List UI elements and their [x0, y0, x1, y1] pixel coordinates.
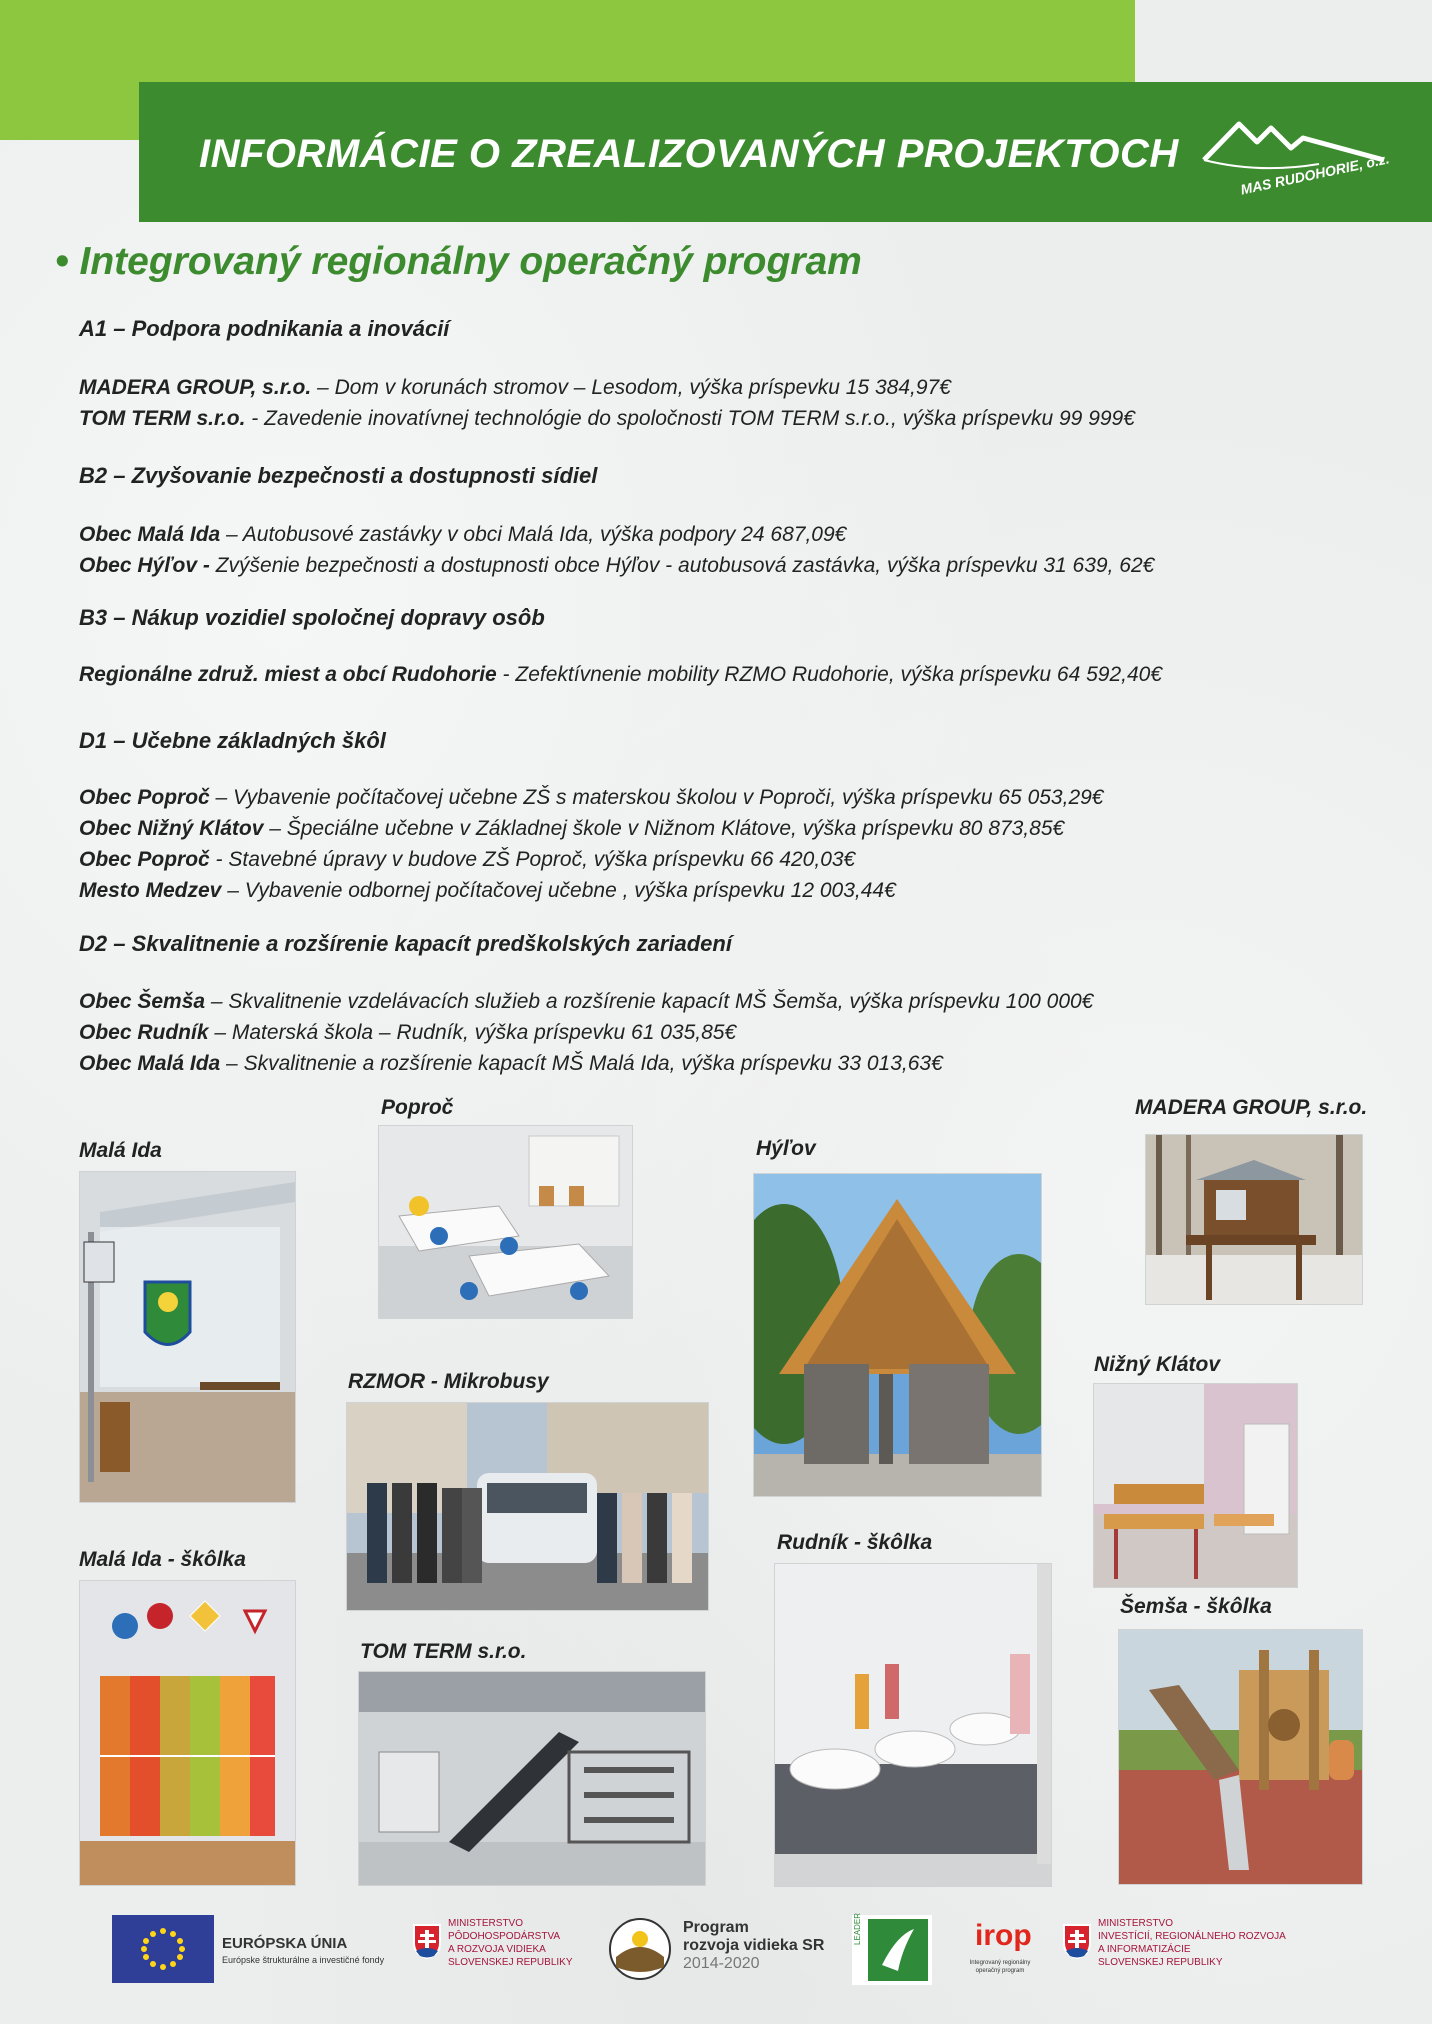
irop-sub-line: operačný program: [975, 1968, 1025, 1974]
project-org: Obec Malá Ida: [79, 523, 221, 546]
project-desc: - Stavebné úpravy v budove ZŠ Poproč, výška príspevku 66 420,03€: [209, 848, 856, 871]
project-item: [79, 554, 1154, 578]
project-org: Obec Malá Ida: [79, 1052, 221, 1075]
project-org: Obec Poproč: [79, 848, 210, 871]
left-accent-bar: [0, 82, 140, 140]
project-item: [79, 1052, 943, 1076]
photo-technology-hall: [358, 1671, 706, 1886]
project-org: TOM TERM s.r.o.: [79, 407, 246, 430]
photo-caption: Rudník - škôlka: [777, 1531, 933, 1554]
section-heading: B2 – Zvyšovanie bezpečnosti a dostupnosti sídiel: [79, 463, 598, 488]
section-heading: D1 – Učebne základných škôl: [79, 728, 386, 753]
rural-development-logo-icon: [608, 1917, 672, 1981]
ministry2-logo-text: [1098, 1917, 1286, 1969]
ministry2-line: INVESTÍCIÍ, REGIONÁLNEHO ROZVOJA: [1098, 1931, 1286, 1942]
project-item: [79, 817, 1064, 841]
project-org: Obec Šemša: [79, 990, 206, 1013]
prv-line: 2014-2020: [683, 1955, 760, 1972]
ministry1-logo-text: [448, 1917, 573, 1969]
photo-caption: Hýľov: [756, 1137, 816, 1160]
photo-caption: RZMOR - Mikrobusy: [348, 1370, 549, 1393]
project-item: [79, 848, 855, 872]
project-desc: – Autobusové zastávky v obci Malá Ida, výška podpory 24 687,09€: [220, 523, 847, 546]
logo-text: MAS RUDOHORIE, o.z.: [1238, 150, 1391, 198]
section-heading: A1 – Podpora podnikania a inovácií: [79, 316, 450, 341]
header-band: [139, 82, 1432, 222]
section-heading: B3 – Nákup vozidiel spoločnej dopravy osôb: [79, 605, 545, 630]
irop-subtitle: [960, 1959, 1040, 1975]
photo-caption: Malá Ida - škôlka: [79, 1548, 246, 1571]
project-item: [79, 407, 1135, 431]
project-desc: - Zefektívnenie mobility RZMO Rudohorie, výška príspevku 64 592,40€: [496, 663, 1163, 686]
ministry2-line: A INFORMATIZÁCIE: [1098, 1944, 1191, 1955]
ministry1-line: SLOVENSKEJ REPUBLIKY: [448, 1957, 573, 1968]
project-desc: – Vybavenie počítačovej učebne ZŠ s materskou školou v Poproči, výška príspevku 65 053,29€: [209, 786, 1104, 809]
project-desc: – Dom v korunách stromov – Lesodom, výška príspevku 15 384,97€: [311, 376, 951, 399]
eu-flag-icon: [112, 1915, 214, 1983]
bullet: •: [55, 240, 69, 283]
project-desc: - Zavedenie inovatívnej technológie do spoločnosti TOM TERM s.r.o., výška príspevku 99 999€: [245, 407, 1135, 430]
photo-caption: Poproč: [381, 1096, 454, 1119]
photo-bus-shelter: [753, 1173, 1042, 1497]
project-desc: – Špeciálne učebne v Základnej škole v Nižnom Klátove, výška príspevku 80 873,85€: [263, 817, 1065, 840]
ministry1-line: MINISTERSTVO: [448, 1918, 524, 1929]
photo-kindergarten-lockers: [79, 1580, 296, 1886]
photo-classroom: [378, 1125, 633, 1319]
project-org: Obec Hýľov -: [79, 554, 210, 577]
eu-subtitle: Európske štrukturálne a investičné fondy: [222, 1955, 385, 1965]
page-title: INFORMÁCIE O ZREALIZOVANÝCH PROJEKTOCH: [199, 132, 1179, 176]
project-item: [79, 990, 1093, 1014]
project-desc: – Vybavenie odbornej počítačovej učebne , výška príspevku 12 003,44€: [221, 879, 896, 902]
irop-logo: irop: [975, 1919, 1032, 1952]
ministry2-line: SLOVENSKEJ REPUBLIKY: [1098, 1957, 1223, 1968]
program-title: Integrovaný regionálny operačný program: [79, 240, 862, 283]
photo-playground: [1118, 1629, 1363, 1885]
project-org: MADERA GROUP, s.r.o.: [79, 376, 312, 399]
top-accent-bar: [0, 0, 1135, 82]
program-heading: [55, 240, 862, 284]
project-org: Regionálne združ. miest a obcí Rudohorie: [79, 663, 497, 686]
leader-text: LEADER: [853, 1912, 862, 1945]
slovak-crest-icon: [412, 1923, 442, 1959]
photo-minibus-group: [346, 1402, 709, 1611]
photo-caption: Malá Ida: [79, 1139, 162, 1162]
leader-logo-icon: [852, 1912, 932, 1985]
ministry1-line: PÔDOHOSPODÁRSTVA: [448, 1931, 561, 1942]
project-desc: Zvýšenie bezpečnosti a dostupnosti obce Hýľov - autobusová zastávka, výška príspevku 31 639, 62€: [209, 554, 1155, 577]
photo-treehouse: [1145, 1134, 1363, 1305]
photo-caption: Nižný Klátov: [1094, 1353, 1221, 1376]
project-item: [79, 1021, 736, 1045]
eu-title: EURÓPSKA ÚNIA: [222, 1935, 348, 1952]
ministry1-line: A ROZVOJA VIDIEKA: [448, 1944, 546, 1955]
project-org: Obec Poproč: [79, 786, 210, 809]
photo-bathroom-sinks: [774, 1563, 1052, 1887]
prv-line: rozvoja vidieka SR: [683, 1937, 825, 1954]
prv-logo-text: [683, 1919, 824, 1973]
project-org: Obec Rudník: [79, 1021, 209, 1044]
prv-line: Program: [683, 1919, 749, 1936]
slovak-crest-icon: [1062, 1923, 1092, 1959]
project-item: [79, 376, 951, 400]
project-item: [79, 786, 1104, 810]
project-org: Obec Nižný Klátov: [79, 817, 264, 840]
ministry2-line: MINISTERSTVO: [1098, 1918, 1174, 1929]
photo-caption: Šemša - škôlka: [1120, 1595, 1272, 1618]
project-item: [79, 879, 896, 903]
footer-logos: [0, 1905, 1432, 1995]
photo-caption: MADERA GROUP, s.r.o.: [1135, 1096, 1368, 1119]
photo-classroom-klatov: [1093, 1383, 1298, 1588]
project-item: [79, 523, 846, 547]
project-org: Mesto Medzev: [79, 879, 222, 902]
project-desc: – Materská škola – Rudník, výška príspevku 61 035,85€: [208, 1021, 737, 1044]
project-desc: – Skvalitnenie a rozšírenie kapacít MŠ Malá Ida, výška príspevku 33 013,63€: [220, 1052, 943, 1075]
irop-sub-line: Integrovaný regionálny: [969, 1960, 1031, 1966]
photo-caption: TOM TERM s.r.o.: [360, 1640, 527, 1663]
photo-bus-stop: [79, 1171, 296, 1503]
project-item: [79, 663, 1162, 687]
section-heading: D2 – Skvalitnenie a rozšírenie kapacít predškolských zariadení: [79, 931, 732, 956]
project-desc: – Skvalitnenie vzdelávacích služieb a rozšírenie kapacít MŠ Šemša, výška príspevku 100 000€: [205, 990, 1094, 1013]
